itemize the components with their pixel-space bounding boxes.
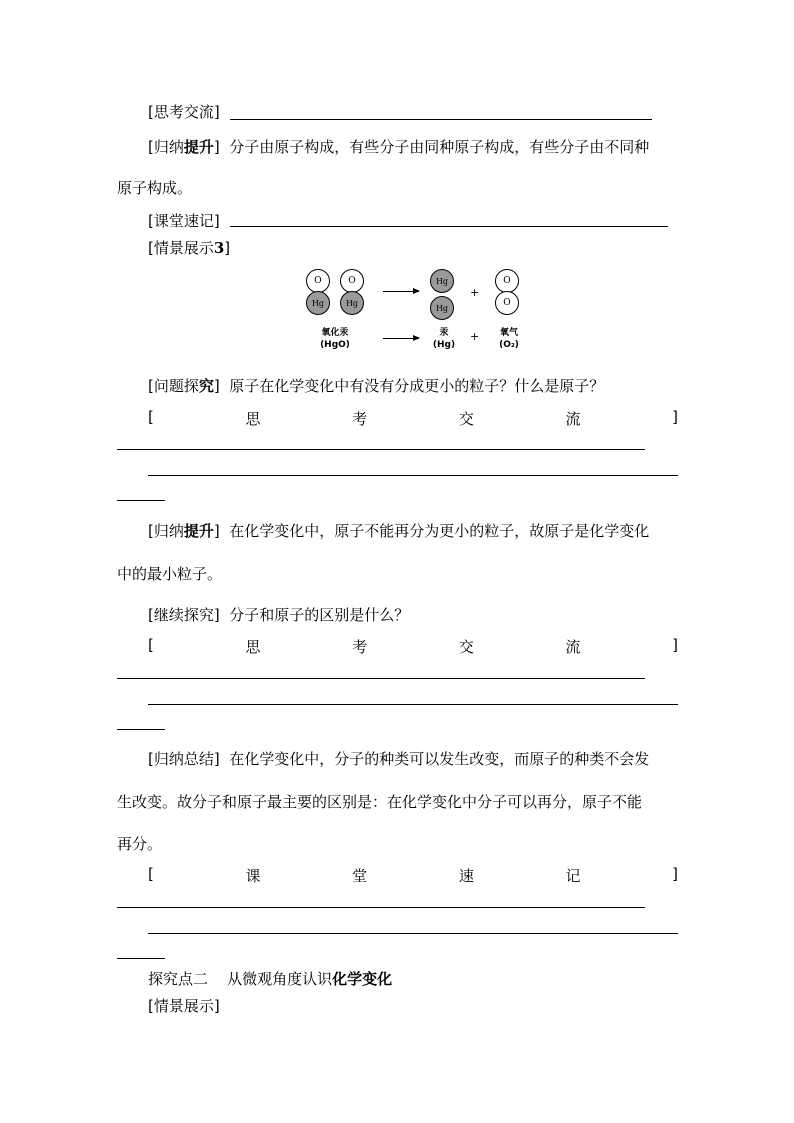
reaction-arrow [383,291,419,292]
mercury-atom: Hg [306,291,330,315]
answer-blank-line [148,704,678,705]
answer-blank-line [117,500,165,501]
induce-text-line2: 原子构成。 [117,179,193,197]
summary-line2: 生改变。故分子和原子最主要的区别是：在化学变化中分子可以再分，原子不能 [117,793,643,811]
summary-line3: 再分。 [117,835,163,853]
plus-sign: + [470,330,480,343]
plus-sign: + [470,286,480,299]
hg-label: 汞 (Hg) [432,328,456,350]
scene-display-3-label: [情景展示3] [148,239,231,257]
oxygen-atom: O [340,269,364,293]
notes-blank-line [148,933,678,934]
section-heading-2 [148,968,392,989]
answer-blank-line [148,475,678,476]
mercury-atom: Hg [340,291,364,315]
oxygen-atom: O [495,269,519,293]
scene-display-label: [情景展示] [148,997,220,1015]
summary-tag: [归纳总结] [148,750,220,768]
continue-explore [148,604,409,625]
induce-text-line1: 在化学变化中，原子不能再分为更小的粒子，故原子是化学变化 [229,522,650,540]
section-prefix: 探究点二 [148,970,209,988]
question-text: 原子在化学变化中有没有分成更小的粒子？什么是原子？ [229,377,605,395]
continue-tag: [继续探究] [148,606,220,624]
notes-blank-line [117,907,645,908]
think-exchange-label: [思考交流] [148,103,220,121]
induce-tag: [归纳提升] [148,138,220,156]
question-explore [148,375,604,396]
mercury-atom: Hg [430,296,454,320]
oxygen-atom: O [306,269,330,293]
answer-blank-line [117,449,645,450]
mercury-atom: Hg [430,269,454,293]
section-title: 从微观角度认识化学变化 [227,970,393,988]
summary-paragraph [148,748,649,769]
reaction-arrow [383,338,419,339]
continue-text: 分子和原子的区别是什么？ [229,606,410,624]
notes-blank-line [117,958,165,959]
induce-paragraph-1 [148,136,649,157]
induce-paragraph-2 [148,520,649,541]
notes-blank-line [230,226,668,227]
induce-text-line2: 中的最小粒子。 [117,565,223,583]
class-notes-label: [课堂速记] [148,212,220,230]
hgo-decomposition-diagram [298,264,538,356]
answer-blank-line [117,729,165,730]
class-notes-spread: [ 课 堂 速 记 ] [148,865,678,885]
answer-blank-line [117,678,645,679]
induce-tag: [归纳提升] [148,522,220,540]
o2-label: 氧气 (O₂) [499,328,519,350]
question-tag: [问题探究] [148,377,220,395]
summary-line1: 在化学变化中，分子的种类可以发生改变，而原子的种类不会发 [229,750,650,768]
think-exchange-spread: [ 思 考 交 流 ] [148,636,678,656]
hgo-label: 氧化汞 (HgO) [320,328,350,350]
answer-blank-line [230,119,652,120]
think-exchange-spread: [ 思 考 交 流 ] [148,408,678,428]
induce-text-line1: 分子由原子构成，有些分子由同种原子构成，有些分子由不同种 [229,138,650,156]
oxygen-atom: O [495,291,519,315]
